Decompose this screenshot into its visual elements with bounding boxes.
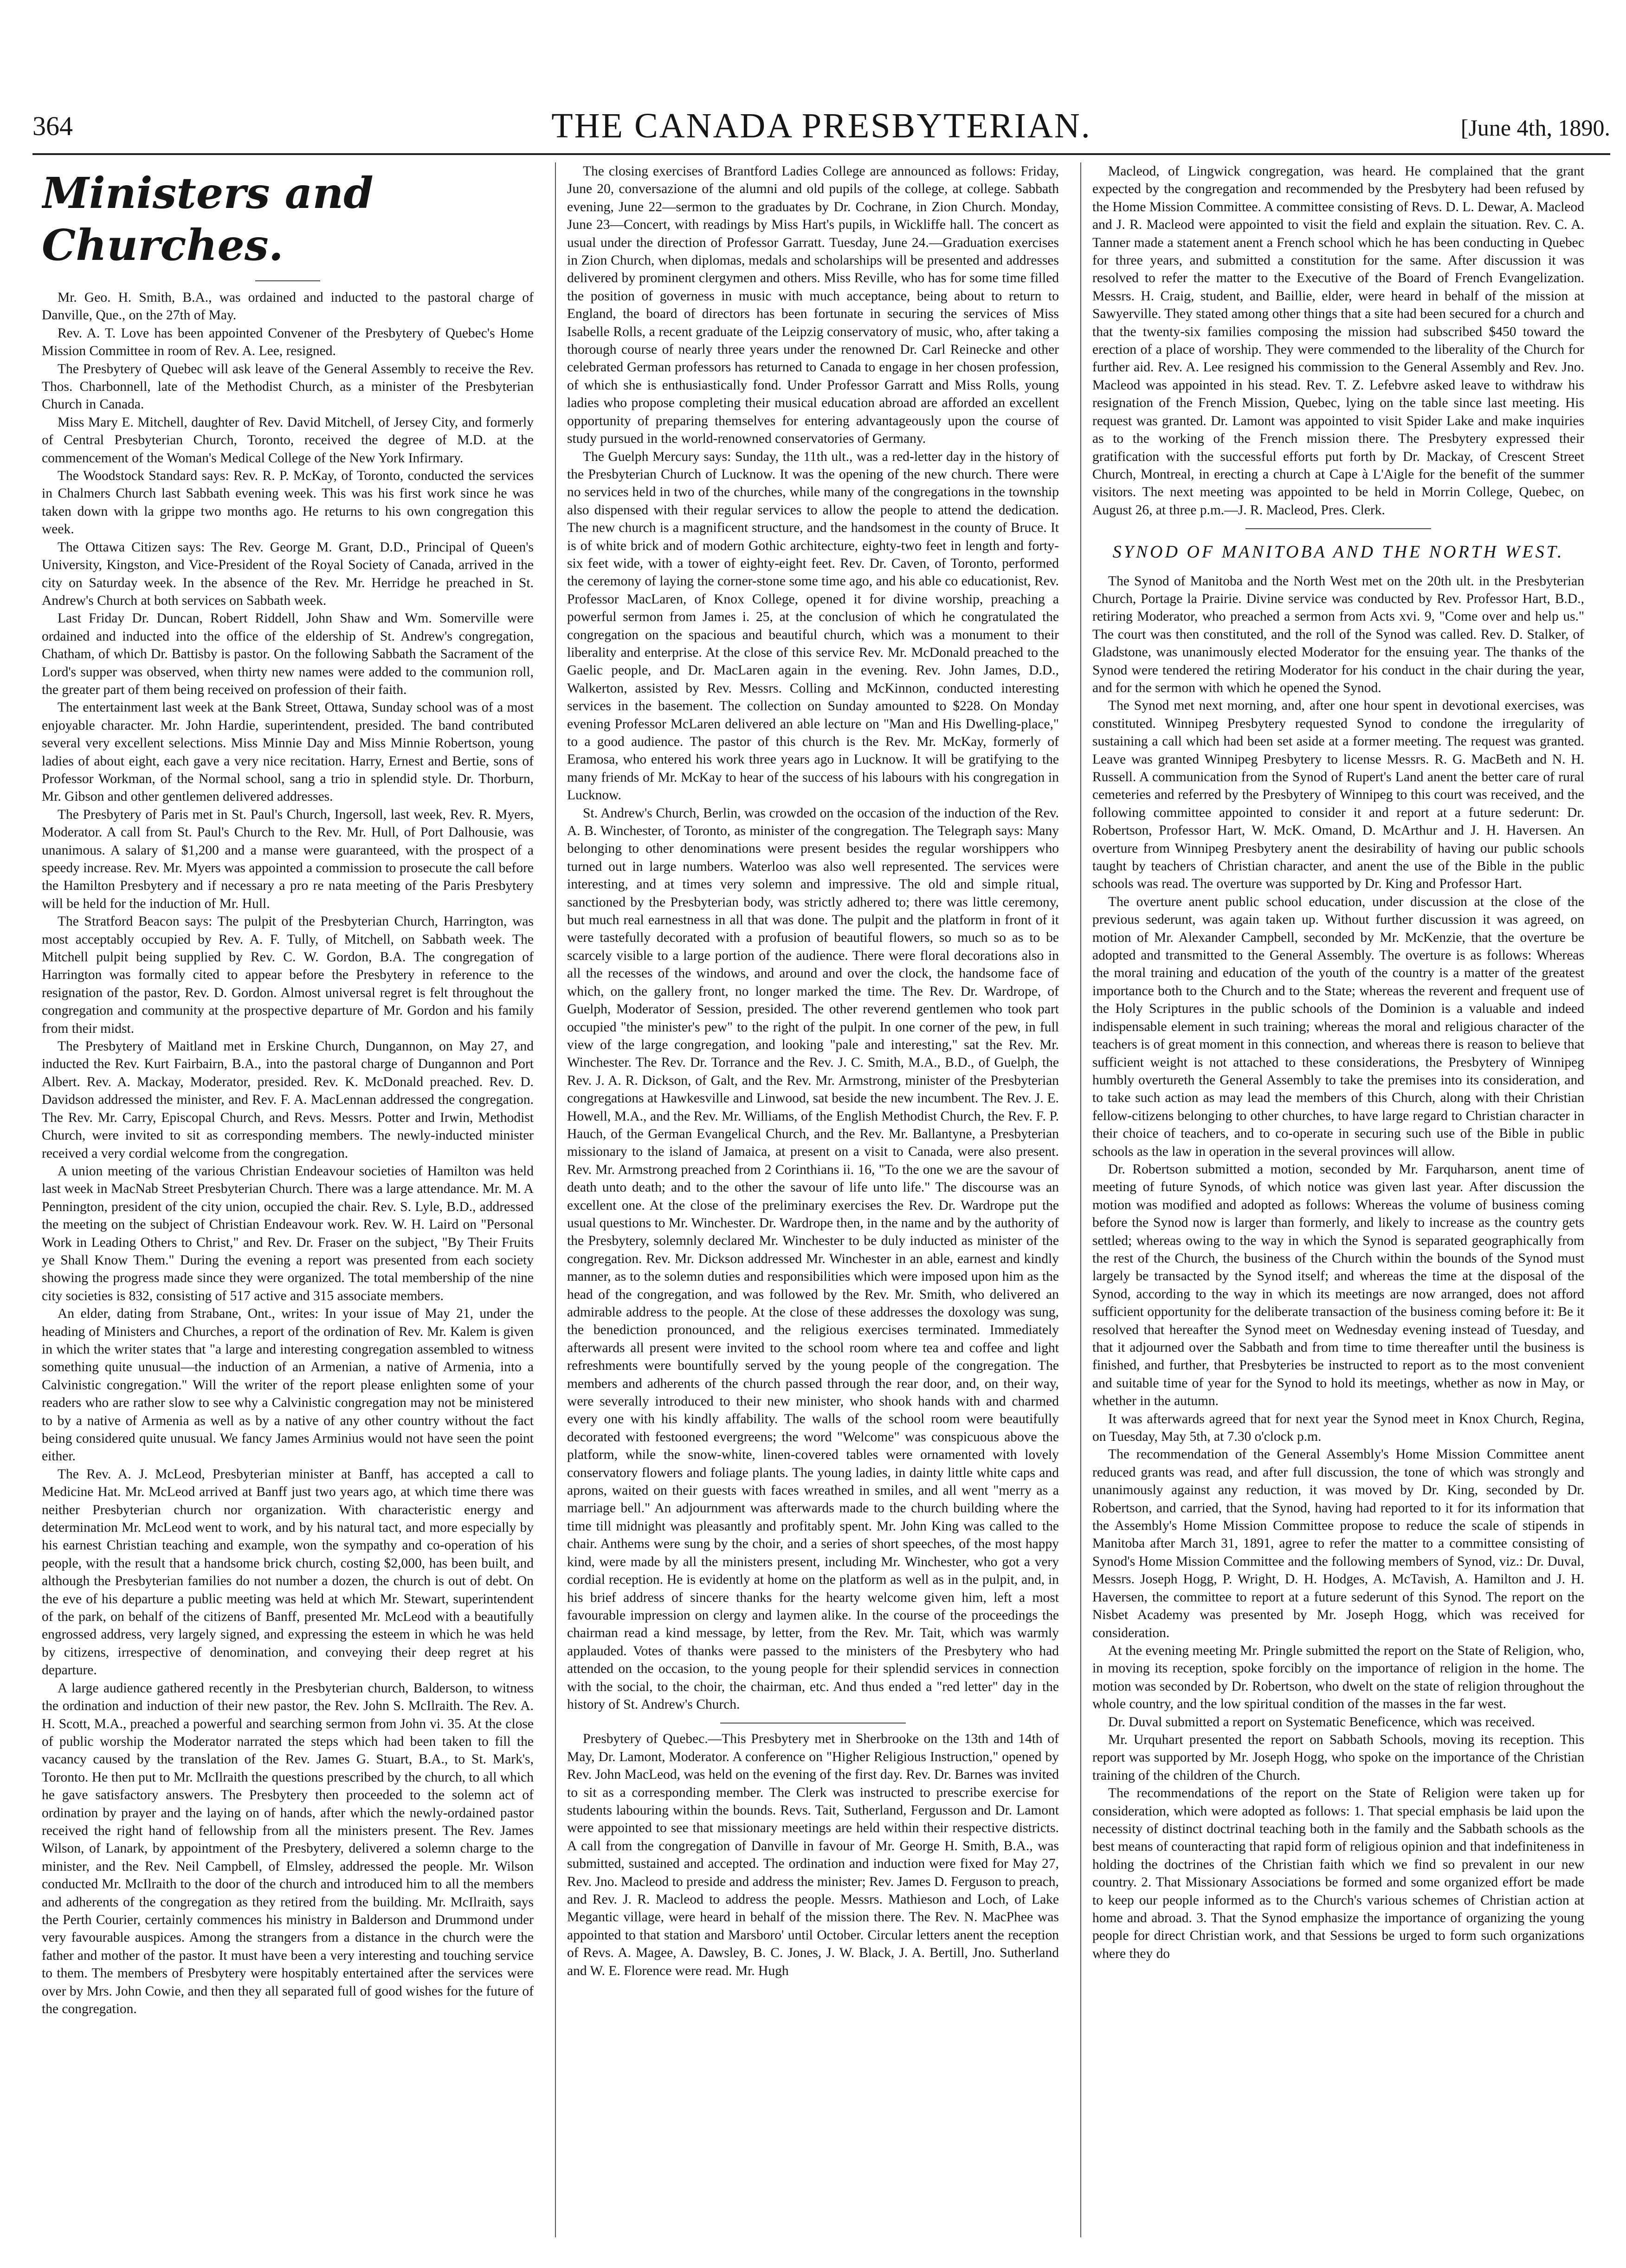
news-item: The closing exercises of Brantford Ladies College are announced as follows: Friday, June 20, conversazione of the alumni and old pupils of the college, at college. Sabbath evening, June 22—sermon to the graduates by Dr. Cochrane, in Zion Church. Monday, June 23—Concert, with readings by Miss Hart's pupils, in Wickliffe hall. The concert as usual under the direction of Professor Garratt. Tuesday, June 24.—Graduation exercises in Zion Church, when diplomas, medals and scholarships will be presented and addresses delivered by prominent clergymen and others. Miss Reville, who has for some time filled the position of governess in music with much acceptance, being about to return to England, the board of directors has been fortunate in securing the services of Miss Isabelle Rolls, a recent graduate of the Leipzig conservatory of music, who, after taking a thorough course of nearly three years under the renowned Dr. Carl Reinecke and other celebrated German professors has returned to Canada to engage in her chosen profession, of which she is enthusiastically fond. Under Professor Garratt and Miss Rolls, young ladies who propose completing their musical education abroad are afforded an excellent opportunity of preparing themselves for entering advantageously upon the course of study pursued in the world-renowned conservatories of Germany.: [567, 164, 1059, 447]
column-1: [42, 162, 534, 2237]
news-item: The Synod of Manitoba and the North West met on the 20th ult. in the Presbyterian Church, Portage la Prairie. Divine service was conducted by Rev. Professor Hart, B.D., retiring Moderator, who preached a sermon from Acts xvi. 9, "Come over and help us." The court was then constituted, and the roll of the Synod was called. Rev. D. Stalker, of Gladstone, was unanimously elected Moderator for the ensuing year. The thanks of the Synod were tendered the retiring Moderator for his conduct in the chair during the year, and for the sermon with which he opened the Synod.: [1092, 573, 1584, 695]
column-2: [567, 162, 1059, 2237]
news-item: At the evening meeting Mr. Pringle submitted the report on the State of Religion, who, in moving its reception, spoke forcibly on the importance of religion in the home. The motion was seconded by Dr. Robertson, who dwelt on the state of religion throughout the whole country, and the low spiritual condition of the masses in the far west.: [1092, 1643, 1584, 1712]
news-item: The Presbytery of Quebec will ask leave of the General Assembly to receive the Rev. Thos. Charbonnell, late of the Methodist Church, as a minister of the Presbyterian Church in Canada.: [42, 361, 534, 412]
column-3: [1092, 162, 1584, 2237]
news-item: The Guelph Mercury says: Sunday, the 11th ult., was a red-letter day in the history of the Presbyterian Church of Lucknow. It was the opening of the new church. There were no services held in two of the churches, while many of the congregations in the township also dispensed with their regular services to allow the people to attend the dedication. The new church is a magnificent structure, and the handsomest in the county of Bruce. It is of white brick and of modern Gothic architecture, eighty-two feet in length and forty-six feet wide, with a tower of eighty-eight feet. Rev. Dr. Caven, of Toronto, performed the ceremony of laying the corner-stone some time ago, and his able co educationist, Rev. Professor MacLaren, of Knox College, opened it for divine worship, preaching a powerful sermon from James i. 25, at the conclusion of which he congratulated the congregation on the spacious and beautiful church, which was a monument to their liberality and enterprise. At the close of this service Rev. Mr. McDonald preached to the Gaelic people, and Dr. MacLaren again in the evening. Rev. John James, D.D., Walkerton, assisted by Rev. Messrs. Colling and McKinnon, conducted interesting services in the basement. The collection on Sunday amounted to $228. On Monday evening Professor McLaren delivered an able lecture on "Man and His Dwelling-place," to a good audience. The pastor of this church is the Rev. Mr. McKay, formerly of Eramosa, who entered his work three years ago in Lucknow. It will be gratifying to the many friends of Mr. McKay to hear of the success of his labours with his congregation in Lucknow.: [567, 449, 1059, 803]
news-item: The Stratford Beacon says: The pulpit of the Presbyterian Church, Harrington, was most acceptably occupied by Rev. A. F. Tully, of Mitchell, on Sabbath week. The Mitchell pulpit being supplied by Rev. C. W. Gordon, B.A. The congregation of Harrington was formally cited to appear before the Presbytery in reference to the resignation of the pastor, Rev. D. Gordon. Almost universal regret is felt throughout the congregation and community at the prospective departure of Mr. Gordon and his family from their midst.: [42, 914, 534, 1036]
item-divider: [720, 1723, 906, 1724]
news-item: The Rev. A. J. McLeod, Presbyterian minister at Banff, has accepted a call to Medicine Hat. Mr. McLeod arrived at Banff just two years ago, at which time there was neither Presbyterian church nor organization. With characteristic energy and determination Mr. McLeod went to work, and by his natural tact, and more especially by his earnest Christian teaching and example, won the sympathy and co-operation of his people, with the result that a handsome brick church, costing $2,000, has been built, and although the Presbyterian families do not number a dozen, the church is out of debt. On the eve of his departure a public meeting was held at which Mr. Stewart, superintendent of the park, on behalf of the citizens of Banff, presented Mr. McLeod with a beautifully engrossed address, very largely signed, and expressing the esteem in which he was held by citizens, irrespective of denomination, and conveying their deep regret at his departure.: [42, 1466, 534, 1678]
page-number: 364: [32, 111, 73, 141]
news-item: St. Andrew's Church, Berlin, was crowded on the occasion of the induction of the Rev. A. B. Winchester, of Toronto, as minister of the congregation. The Telegraph says: Many belonging to other denominations were present besides the regular worshippers who turned out in large numbers. Waterloo was also well represented. The services were interesting, and at times very solemn and impressive. The old and simple ritual, sanctioned by the Presbyterian body, was strictly adhered to; there was little ceremony, but much real earnestness in all that was done. The pulpit and the platform in front of it were tastefully decorated with a profusion of beautiful flowers, so much so as to be scarcely visible to a large portion of the audience. There were floral decorations also in all the recesses of the windows, and around and over the clock, the handsome face of which, on the gallery front, no longer marked the time. The Rev. Dr. Wardrope, of Guelph, Moderator of Session, presided. The other reverend gentlemen who took part occupied "the minister's pew" to the right of the pulpit. In one corner of the pew, in full view of the large congregation, and looking "pale and interesting," sat the Rev. Mr. Winchester. The Rev. Dr. Torrance and the Rev. J. C. Smith, M.A., B.D., of Guelph, the Rev. J. A. R. Dickson, of Galt, and the Rev. Mr. Armstrong, minister of the Presbyterian congregations at Hawkesville and Linwood, sat beside the new incumbent. The Rev. J. E. Howell, M.A., and the Rev. Mr. Williams, of the English Methodist Church, the Rev. F. P. Hauch, of the German Evangelical Church, and the Rev. Mr. Ballantyne, a Presbyterian missionary to the island of Jamaica, at present on a visit to Canada, were also present. Rev. Mr. Armstrong preached from 2 Corinthians ii. 16, "To the one we are the savour of death unto death; and to the other the savour of life unto life." The discourse was an excellent one. At the close of the preliminary exercises the Rev. Dr. Wardrope put the usual questions to Mr. Winchester. Dr. Wardrope then, in the name and by the authority of the Presbytery, solemnly declared Mr. Winchester to be duly inducted as minister of the congregation. Rev. Mr. Dickson addressed Mr. Winchester in an able, earnest and kindly manner, as to the solemn duties and responsibilities which were imposed upon him as the head of the congregation, and was followed by the Rev. Mr. Smith, who delivered an admirable address to the people. At the close of these addresses the doxology was sung, the benediction pronounced, and the religious exercises terminated. Immediately afterwards all present were invited to the school room where tea and coffee and light refreshments were bountifully served by the young people of the congregation. The members and adherents of the church passed through the rear door, and, on their way, were severally introduced to their new minister, who shook hands with and charmed every one with his kindly affability. The walls of the school room were beautifully decorated with festooned evergreens; the word "Welcome" was conspicuous above the platform, while the snow-white, linen-covered tables were ornamented with lovely conservatory flowers and foliage plants. The young ladies, in dainty little white caps and aprons, waited on their guests with faces wreathed in smiles, and all went "merry as a marriage bell." An adjournment was afterwards made to the church building where the time till midnight was pleasantly and profitably spent. Mr. John King was called to the chair. Anthems were sung by the choir, and a series of short speeches, of the most happy kind, were made by all the ministers present, including Mr. Winchester, who got a very cordial reception. He is evidently at home on the platform as well as in the pulpit, and, in his brief address of sincere thanks for the hearty welcome given him, left a most favourable impression on clergy and laymen alike. In the course of the proceedings the chairman read a kind message, by letter, from the Rev. Mr. Tait, which was warmly applauded. Votes of thanks were passed to the ministers of the Presbytery who had attended on the occasion, to the young people for their splendid services in connection with the social, to the choir, the chairman, etc. And thus ended a "red letter" day in the history of St. Andrew's Church.: [567, 805, 1059, 1712]
item-divider: [1245, 528, 1431, 529]
news-item: Rev. A. T. Love has been appointed Convener of the Presbytery of Quebec's Home Mission Committee in room of Rev. A. Lee, resigned.: [42, 325, 534, 359]
news-item: The Synod met next morning, and, after one hour spent in devotional exercises, was constituted. Winnipeg Presbytery requested Synod to condone the irregularity of sustaining a call which had been set aside at a former meeting. The request was granted. Leave was granted Winnipeg Presbytery to license Messrs. R. G. MacBeth and N. H. Russell. A communication from the Synod of Rupert's Land anent the better care of rural cemeteries and referred by the Presbytery of Winnipeg to this court was received, and the following committee appointed to consider it and report at a future sederunt: Dr. Robertson, Professor Hart, W. McK. Omand, D. McArthur and J. H. Haversen. An overture from Winnipeg Presbytery anent the desirability of having our public schools taught by teachers of Christian character, and anent the use of the Bible in the public schools was read. The overture was supported by Dr. King and Professor Hart.: [1092, 698, 1584, 892]
section-heading: Ministers and Churches.: [42, 168, 374, 270]
news-item: The overture anent public school education, under discussion at the close of the previous sederunt, was again taken up. Without further discussion it was agreed, on motion of Mr. Alexander Campbell, seconded by Mr. McKenzie, that the overture be adopted and transmitted to the General Assembly. The overture is as follows: Whereas the moral training and education of the youth of the country is a matter of the greatest importance both to the Church and to the State; whereas the reverent and frequent use of the Holy Scriptures in the public schools of the Dominion is a valuable and indeed indispensable element in such training; whereas the moral and religious character of the teachers is of great moment in this connection, and whereas there is reason to believe that sufficient weight is not attached to these considerations, the Presbytery of Winnipeg humbly overtureth the General Assembly to take the premises into its consideration, and to take such action as may lead the members of this Church, along with their Christian fellow-citizens belonging to other churches, to have large regard to Christian character in their choice of teachers, and to co-operate in securing such use of the Bible in public schools as the law in operation in the several provinces will allow.: [1092, 894, 1584, 1159]
news-item: The Ottawa Citizen says: The Rev. George M. Grant, D.D., Principal of Queen's University, Kingston, and Vice-President of the Royal Society of Canada, arrived in the city on Saturday week. In the absence of the Rev. Mr. Herridge he preached in St. Andrew's Church at both services on Sabbath week.: [42, 539, 534, 608]
news-item: The Presbytery of Maitland met in Erskine Church, Dungannon, on May 27, and inducted the Rev. Kurt Fairbairn, B.A., into the pastoral charge of Dungannon and Port Albert. Rev. A. Mackay, Moderator, presided. Rev. K. McDonald preached. Rev. D. Davidson addressed the minister, and Rev. F. A. MacLennan addressed the congregation. The Rev. Mr. Carry, Episcopal Church, and Revs. Messrs. Potter and Irwin, Methodist Church, were invited to sit as corresponding members. The newly-inducted minister received a very cordial welcome from the congregation.: [42, 1039, 534, 1161]
news-item: Last Friday Dr. Duncan, Robert Riddell, John Shaw and Wm. Somerville were ordained and inducted into the office of the eldership of St. Andrew's congregation, Chatham, of which Dr. Battisby is pastor. On the following Sabbath the Sacrament of the Lord's supper was observed, when thirty new names were added to the communion roll, the greater part of them being received on profession of their faith.: [42, 611, 534, 697]
news-item: The Woodstock Standard says: Rev. R. P. McKay, of Toronto, conducted the services in Chalmers Church last Sabbath evening week. This was his first work since he was taken down with la grippe two months ago. He returns to his own congregation this week.: [42, 468, 534, 537]
header-rule: [32, 153, 1610, 155]
news-item: It was afterwards agreed that for next year the Synod meet in Knox Church, Regina, on Tuesday, May 5th, at 7.30 o'clock p.m.: [1092, 1411, 1584, 1445]
news-item: Presbytery of Quebec.—This Presbytery met in Sherbrooke on the 13th and 14th of May, Dr. Lamont, Moderator. A conference on "Higher Religious Instruction," opened by Rev. John MacLeod, was held on the evening of the first day. Rev. Dr. Barnes was invited to sit as a corresponding member. The Clerk was instructed to prescribe exercise for students labouring within the bounds. Revs. Tait, Sutherland, Fergusson and Dr. Lamont were appointed to see that missionary meetings are held within their respective districts. A call from the congregation of Danville in favour of Mr. George H. Smith, B.A., was submitted, sustained and accepted. The ordination and induction were fixed for May 27, Rev. Jno. Macleod to preside and address the minister; Rev. James D. Ferguson to preach, and Rev. J. R. Macleod to address the people. Messrs. Mathieson and Loch, of Lake Megantic village, were heard in behalf of the mission there. The Rev. N. MacPhee was appointed to that station and Marsboro' until October. Circular letters anent the reception of Revs. A. Magee, A. Dawsley, B. C. Jones, J. W. Black, J. A. Bertill, Jno. Sutherland and W. E. Florence were read. Mr. Hugh: [567, 1731, 1059, 1978]
news-item: The Presbytery of Paris met in St. Paul's Church, Ingersoll, last week, Rev. R. Myers, Moderator. A call from St. Paul's Church to the Rev. Mr. Hull, of Port Dalhousie, was unanimous. A salary of $1,200 and a manse were guaranteed, with the prospect of a speedy increase. Rev. Mr. Myers was appointed a commission to prosecute the call before the Hamilton Presbytery and if necessary a pro re nata meeting of the Paris Presbytery will be held for the induction of Mr. Hull.: [42, 807, 534, 911]
news-item: An elder, dating from Strabane, Ont., writes: In your issue of May 21, under the heading of Ministers and Churches, a report of the ordination of Rev. Mr. Kalem is given in which the writer states that "a large and interesting congregation assembled to witness something quite unusual—the induction of an Armenian, a native of Armenia, into a Calvinistic congregation." Will the writer of the report please enlighten some of your readers who are rather slow to see why a Calvinistic congregation may not be ministered to by a native of Armenia as well as by a native of any other country without the fact being considered quite unusual. We fancy James Arminius would not have seen the point either.: [42, 1306, 534, 1464]
heading-divider: [255, 280, 320, 281]
news-item: The recommendation of the General Assembly's Home Mission Committee anent reduced grants was read, and after full discussion, the tone of which was strongly and unanimously against any reduction, it was moved by Dr. King, seconded by Dr. Robertson, and carried, that the Synod, having had reported to it for its information that the Assembly's Home Mission Committee propose to reduce the scale of stipends in Manitoba after March 31, 1891, agree to refer the matter to a committee consisting of Synod's Home Mission Committee and the following members of Synod, viz.: Dr. Duval, Messrs. Joseph Hogg, P. Wright, D. H. Hodges, A. McTavish, A. Hamilton and J. H. Haversen, the committee to report at a future sederunt of this Synod. The report on the Nisbet Academy was presented by Mr. Joseph Hogg, which was received for consideration.: [1092, 1447, 1584, 1640]
news-item: Dr. Duval submitted a report on Systematic Beneficence, which was received.: [1108, 1714, 1535, 1730]
article-subheading: SYNOD OF MANITOBA AND THE NORTH WEST.: [1112, 542, 1564, 562]
news-item: The recommendations of the report on the State of Religion were taken up for consideration, which were adopted as follows: 1. That special emphasis be laid upon the necessity of distinct doctrinal teaching both in the family and the Sabbath schools as the best means of counteracting that rapid form of religious opinion and that indefiniteness in holding the doctrines of the Christian faith which we find so prevalent in our new country. 2. That Missionary Associations be formed and some organized effort be made to keep our people informed as to the Church's various schemes of Christian action at home and abroad. 3. That the Synod emphasize the importance of organizing the young people for direct Christian work, and that Sessions be urged to form such organizations where they do: [1092, 1786, 1584, 1961]
news-item: The entertainment last week at the Bank Street, Ottawa, Sunday school was of a most enjoyable character. Mr. John Hardie, superintendent, presided. The band contributed several very excellent selections. Miss Minnie Day and Miss Minnie Robertson, young ladies of about eight, each gave a very nice recitation. Harry, Ernest and Bertie, sons of Professor Workman, of the Normal school, sang a trio in splendid style. Dr. Thorburn, Mr. Gibson and other gentlemen delivered addresses.: [42, 700, 534, 804]
page-header: [32, 106, 1610, 157]
news-item: Mr. Geo. H. Smith, B.A., was ordained and inducted to the pastoral charge of Danville, Que., on the 27th of May.: [42, 290, 534, 323]
news-item: Mr. Urquhart presented the report on Sabbath Schools, moving its reception. This report was supported by Mr. Joseph Hogg, who spoke on the importance of the Christian training of the children of the Church.: [1092, 1732, 1584, 1783]
issue-date: [June 4th, 1890.: [1460, 115, 1610, 141]
news-item: A large audience gathered recently in the Presbyterian church, Balderson, to witness the ordination and induction of their new pastor, the Rev. John S. McIlraith. The Rev. A. H. Scott, M.A., preached a powerful and searching sermon from John vi. 35. At the close of public worship the Moderator narrated the steps which had been taken to fill the vacancy caused by the translation of the Rev. James G. Stuart, B.A., to St. Mark's, Toronto. He then put to Mr. McIlraith the questions prescribed by the church, to all which he gave satisfactory answers. The Presbytery then proceeded to the solemn act of ordination by prayer and the laying on of hands, after which the newly-ordained pastor received the right hand of fellowship from all the ministers present. The Rev. James Wilson, of Lanark, by appointment of the Presbytery, delivered a solemn charge to the minister, and the Rev. Neil Campbell, of Elmsley, addressed the people. Mr. Wilson conducted Mr. McIlraith to the door of the church and introduced him to all the members and adherents of the congregation as they retired from the building. Mr. McIlraith, says the Perth Courier, certainly commences his ministry in Balderson and Drummond under very favourable auspices. Among the strangers from a distance in the church were the father and mother of the pastor. It must have been a very interesting and touching service to them. The members of Presbytery were hospitably entertained after the services were over by Mrs. John Cowie, and then they all separated full of good wishes for the future of the congregation.: [42, 1680, 534, 2016]
column-divider: [555, 162, 556, 2237]
news-item: Miss Mary E. Mitchell, daughter of Rev. David Mitchell, of Jersey City, and formerly of Central Presbyterian Church, Toronto, received the degree of M.D. at the commencement of the Woman's Medical College of the New York Infirmary.: [42, 415, 534, 466]
news-item: Macleod, of Lingwick congregation, was heard. He complained that the grant expected by the congregation and recommended by the Presbytery had been refused by the Home Mission Committee. A committee consisting of Revs. D. L. Dewar, A. Macleod and J. R. Macleod were appointed to visit the field and explain the situation. Rev. C. A. Tanner made a statement anent a French school which he has been conducting in Quebec for three years, and submitted a constitution for the same. After discussion it was resolved to refer the matter to the Executive of the Board of French Evangelization. Messrs. H. Craig, student, and Baillie, elder, were heard in behalf of the mission at Sawyerville. They stated among other things that a site had been secured for a church and that the twenty-six families composing the mission had subscribed $450 toward the erection of a place of worship. They were commended to the liberality of the Church for further aid. Rev. A. Lee resigned his commission to the General Assembly and Rev. Jno. Macleod was appointed in his stead. Rev. T. Z. Lefebvre asked leave to withdraw his resignation of the French Mission, Quebec, lying on the table since last meeting. His request was granted. Dr. Lamont was appointed to visit Spider Lake and make inquiries as to the working of the French mission there. The Presbytery expressed their gratification with the successful efforts put forth by Dr. Mackay, of Crescent Street Church, Montreal, in erecting a church at Cape à L'Aigle for the benefit of the summer visitors. The next meeting was appointed to be held in Morrin College, Quebec, on August 26, at three p.m.—J. R. Macleod, Pres. Clerk.: [1092, 164, 1584, 518]
column-divider: [1080, 162, 1081, 2237]
newspaper-title: THE CANADA PRESBYTERIAN.: [551, 106, 1091, 145]
news-item: A union meeting of the various Christian Endeavour societies of Hamilton was held last week in MacNab Street Presbyterian Church. There was a large attendance. Mr. M. A Pennington, president of the city union, occupied the chair. Rev. S. Lyle, B.D., addressed the meeting on the subject of Christian Endeavour work. Rev. W. H. Laird on "Personal Work in Leading Others to Christ," and Rev. Dr. Fraser on the subject, "By Their Fruits ye Shall Know Them." During the evening a report was presented from each society showing the progress made since they were organized. The total membership of the nine city societies is 832, consisting of 517 active and 315 associate members.: [42, 1163, 534, 1303]
news-item: Dr. Robertson submitted a motion, seconded by Mr. Farquharson, anent time of meeting of future Synods, of which notice was given last year. After discussion the motion was modified and adopted as follows: Whereas the volume of business coming before the Synod now is larger than formerly, and likely to increase as the country gets settled; whereas owing to the way in which the Synod is separated geographically from the rest of the Church, the business of the Church within the bounds of the Synod must largely be transacted by the Synod itself; and whereas the time at the disposal of the Synod, according to the way in which its meetings are now arranged, does not afford sufficient opportunity for the deliberate transaction of the business coming before it: Be it resolved that hereafter the Synod meet on Wednesday evening instead of Tuesday, and that it adjourned over the Sabbath and from time to time thereafter until the business is finished, and further, that Presbyteries be instructed to report as to the most convenient and suitable time of year for the Synod to hold its meetings, whether as now in May, or whether in the autumn.: [1092, 1161, 1584, 1409]
